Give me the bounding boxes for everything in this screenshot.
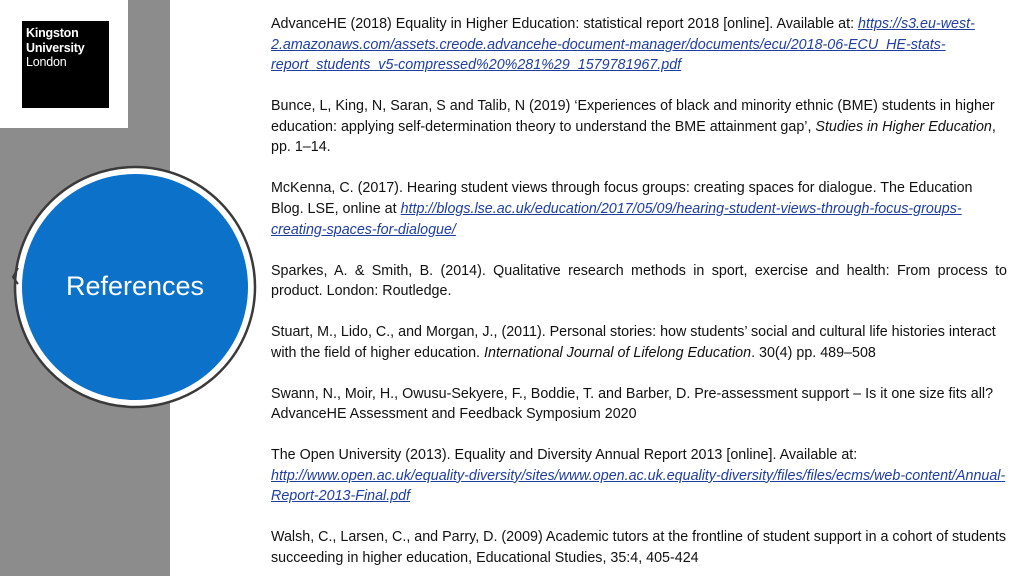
reference-item (271, 384, 1007, 425)
kingston-university-logo (22, 21, 109, 108)
reference-text: Stuart, M., Lido, C., and Morgan, J., (2011). Personal stories: how students’ social and cultural life histories interact with the field of higher education. (271, 324, 996, 361)
logo-line-3: London (26, 55, 67, 69)
reference-link[interactable]: http://blogs.lse.ac.uk/education/2017/05/09/hearing-student-views-through-focus-groups-creating-spaces-for-dialogue/ (271, 200, 962, 238)
reference-item (271, 445, 1007, 507)
reference-text-after: . 30(4) pp. 489–508 (751, 344, 876, 361)
reference-item (271, 261, 1007, 302)
reference-item (271, 96, 1007, 158)
reference-journal: Studies in Higher Education (815, 118, 992, 135)
reference-link[interactable]: https://s3.eu-west-2.amazonaws.com/assets.creode.advancehe-document-manager/documents/ecu/2018-06-ECU_HE-stats-report_students_v5-compressed%20%281%29_1579781967.pdf (271, 16, 975, 74)
logo-line-2: University (26, 40, 85, 55)
reference-item (271, 14, 1007, 76)
reference-item (271, 178, 1007, 240)
logo-line-1: Kingston (26, 26, 79, 40)
references-list (271, 14, 1007, 576)
section-title: References (65, 271, 205, 301)
reference-text: Sparkes, A. & Smith, B. (2014). Qualitative research methods in sport, exercise and health: From process to product. London: Routledge. (271, 262, 1007, 300)
reference-journal: International Journal of Lifelong Education (484, 344, 752, 361)
reference-text-after: , pp. 1–14. (271, 118, 996, 156)
reference-text: The Open University (2013). Equality and Diversity Annual Report 2013 [online]. Available at: (271, 447, 858, 464)
reference-item (271, 527, 1007, 568)
reference-text: McKenna, C. (2017). Hearing student views through focus groups: creating spaces for dialogue. The Education Blog. LSE, online at (271, 180, 973, 217)
reference-item (271, 322, 1007, 363)
reference-text: Bunce, L, King, N, Saran, S and Talib, N (2019) ‘Experiences of black and minority ethnic (BME) students in higher education: applying self-determination theory to understand the BME attainment gap’, (271, 98, 995, 135)
reference-text: Walsh, C., Larsen, C., and Parry, D. (2009) Academic tutors at the frontline of student support in a cohort of students succeeding in higher education, Educational Studies, 35:4, 405-424 (271, 529, 1007, 567)
reference-text: Swann, N., Moir, H., Owusu-Sekyere, F., Boddie, T. and Barber, D. Pre-assessment support – Is it one size fits all? AdvanceHE Assessment and Feedback Symposium 2020 (271, 385, 994, 423)
logo-area (0, 0, 128, 128)
reference-text: AdvanceHE (2018) Equality in Higher Education: statistical report 2018 [online]. Available at: (271, 16, 859, 32)
reference-link[interactable]: http://www.open.ac.uk/equality-diversity/sites/www.open.ac.uk.equality-diversity/files/files/ecms/web-content/Annual-Report-2013-Final.pdf (271, 467, 1006, 505)
